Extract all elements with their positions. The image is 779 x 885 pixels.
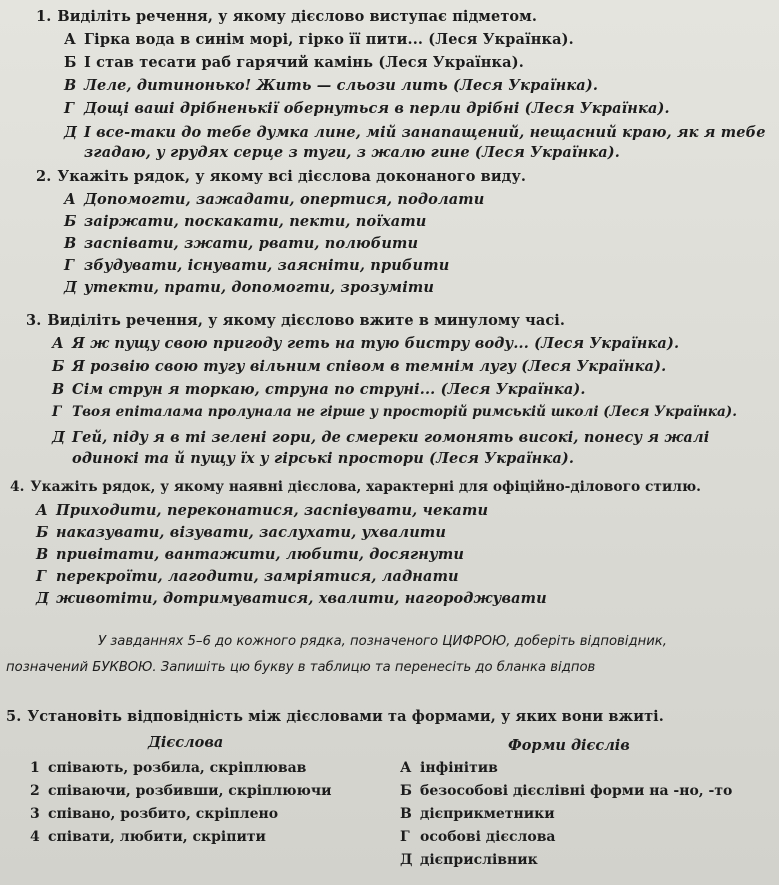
- option-text: Допомогти, зажадати, опертися, подолати: [84, 191, 485, 208]
- option-text: Гірка вода в синім морі, гірко її пити... (Леся Українка).: [84, 31, 574, 48]
- item-number: 2: [30, 783, 40, 799]
- question-1-title: [36, 8, 537, 25]
- q4-option-d[interactable]: [36, 568, 459, 585]
- option-letter: Г: [52, 404, 62, 420]
- q1-option-d[interactable]: [64, 100, 670, 117]
- item-letter: В: [400, 806, 412, 822]
- item-text: інфінітив: [420, 760, 498, 776]
- option-letter: Г: [64, 257, 75, 274]
- option-letter: Г: [64, 100, 75, 117]
- question-text: Укажіть рядок, у якому всі дієслова доконаного виду.: [57, 168, 526, 185]
- option-letter: Д: [52, 429, 66, 446]
- option-letter: Д: [64, 124, 78, 141]
- q4-option-e[interactable]: [36, 590, 547, 607]
- item-number: 3: [30, 806, 40, 822]
- q1-option-e[interactable]: [64, 123, 774, 163]
- q2-option-a[interactable]: [64, 191, 484, 208]
- option-letter: Д: [36, 590, 50, 607]
- option-text: привітати, вантажити, любити, досягнути: [56, 546, 465, 563]
- match-right-item: [400, 760, 498, 776]
- option-text: животіти, дотримуватися, хвалити, нагороджувати: [56, 590, 547, 607]
- match-right-item: [400, 829, 556, 845]
- q3-option-e[interactable]: [52, 427, 772, 469]
- column-header-verbs: Дієслова: [148, 734, 224, 751]
- q3-option-b[interactable]: [52, 358, 666, 375]
- match-right-item: [400, 783, 732, 799]
- option-text: Дощі ваші дрібненькії обернуться в перли дрібні (Леся Українка).: [84, 100, 670, 117]
- option-text: І став тесати раб гарячий камінь (Леся Українка).: [84, 54, 524, 71]
- option-letter: Б: [64, 213, 77, 230]
- question-number: 1.: [36, 8, 52, 25]
- option-letter: Б: [52, 358, 65, 375]
- option-letter: В: [36, 546, 49, 563]
- option-letter: В: [64, 235, 77, 252]
- question-number: 4.: [10, 479, 25, 495]
- item-letter: Б: [400, 783, 412, 799]
- option-letter: В: [52, 381, 65, 398]
- option-text: І все-таки до тебе думка лине, мій занапащений, нещасний краю, як я тебе згадаю, у грудях серце з туги, з жалю гине (Леся Українка).: [84, 124, 766, 161]
- option-text: заспівати, зжати, рвати, полюбити: [84, 235, 419, 252]
- option-text: збудувати, існувати, заясніти, прибити: [84, 257, 450, 274]
- option-letter: Д: [64, 279, 78, 296]
- option-text: утекти, прати, допомогти, зрозуміти: [84, 279, 435, 296]
- question-2-title: [36, 168, 526, 185]
- item-number: 1: [30, 760, 40, 776]
- option-text: Я розвію свою тугу вільним співом в темнім лугу (Леся Українка).: [72, 358, 667, 375]
- item-text: особові дієслова: [420, 829, 556, 845]
- item-text: співають, розбила, скріплював: [48, 760, 307, 776]
- q2-option-b[interactable]: [64, 213, 427, 230]
- option-letter: Г: [36, 568, 47, 585]
- item-text: співано, розбито, скріплено: [48, 806, 279, 822]
- q4-option-b[interactable]: [36, 524, 446, 541]
- question-number: 2.: [36, 168, 52, 185]
- item-number: 4: [30, 829, 40, 845]
- item-text: дієприслівник: [420, 852, 538, 868]
- q2-option-c[interactable]: [64, 235, 418, 252]
- column-header-forms: Форми дієслів: [508, 737, 630, 754]
- option-text: Сім струн я торкаю, струна по струні... (Леся Українка).: [72, 381, 586, 398]
- q4-option-a[interactable]: [36, 502, 488, 519]
- instruction-line-1: У завданнях 5–6 до кожного рядка, позначеного ЦИФРОЮ, доберіть відповідник,: [98, 634, 667, 649]
- option-letter: А: [64, 191, 76, 208]
- option-text: перекроїти, лагодити, замріятися, ладнати: [56, 568, 459, 585]
- option-letter: В: [64, 77, 77, 94]
- question-number: 3.: [26, 312, 42, 329]
- item-letter: Д: [400, 852, 413, 868]
- match-left-item: [30, 783, 332, 799]
- question-text: Установіть відповідність між дієсловами та формами, у яких вони вжиті.: [27, 708, 664, 725]
- option-letter: Б: [64, 54, 77, 71]
- item-text: співаючи, розбивши, скріплюючи: [48, 783, 332, 799]
- question-text: Виділіть речення, у якому дієслово вжите в минулому часі.: [47, 312, 566, 329]
- q1-option-b[interactable]: [64, 54, 524, 71]
- match-left-item: [30, 760, 306, 776]
- option-text: Я ж пущу свою пригоду геть на тую бистру воду... (Леся Українка).: [72, 335, 680, 352]
- match-left-item: [30, 806, 278, 822]
- option-text: наказувати, візувати, заслухати, ухвалити: [56, 524, 447, 541]
- question-text: Укажіть рядок, у якому наявні дієслова, характерні для офіційно-ділового стилю.: [30, 479, 701, 495]
- question-3-title: [26, 312, 565, 329]
- item-text: співати, любити, скріпити: [48, 829, 266, 845]
- item-letter: Г: [400, 829, 410, 845]
- q4-option-c[interactable]: [36, 546, 464, 563]
- option-letter: Б: [36, 524, 49, 541]
- item-text: дієприкметники: [420, 806, 555, 822]
- q3-option-c[interactable]: [52, 381, 586, 398]
- q3-option-d[interactable]: [52, 404, 737, 420]
- option-text: заіржати, поскакати, пекти, поїхати: [84, 213, 427, 230]
- option-text: Гей, піду я в ті зелені гори, де смереки гомонять високі, понесу я жалі одинокі та й пущу їх у гірські простори (Леся Українка).: [72, 429, 710, 467]
- q1-option-c[interactable]: [64, 77, 598, 94]
- option-text: Приходити, переконатися, заспівувати, чекати: [56, 502, 489, 519]
- q3-option-a[interactable]: [52, 335, 679, 352]
- instruction-line-2: позначений БУКВОЮ. Запишіть цю букву в таблицю та перенесіть до бланка відпов: [6, 660, 596, 675]
- option-letter: А: [52, 335, 64, 352]
- question-5-title: [6, 708, 664, 725]
- match-right-item: [400, 806, 555, 822]
- match-right-item: [400, 852, 538, 868]
- question-number: 5.: [6, 708, 22, 725]
- q2-option-e[interactable]: [64, 279, 434, 296]
- item-text: безособові дієслівні форми на -но, -то: [420, 783, 733, 799]
- option-text: Леле, дитинонько! Жить — сльози лить (Леся Українка).: [84, 77, 599, 94]
- q1-option-a[interactable]: [64, 31, 574, 48]
- option-letter: А: [64, 31, 76, 48]
- option-letter: А: [36, 502, 48, 519]
- match-left-item: [30, 829, 266, 845]
- question-4-title: [10, 479, 701, 495]
- q2-option-d[interactable]: [64, 257, 449, 274]
- option-text: Твоя епіталама пролунала не гірше у просторій римській школі (Леся Українка).: [72, 404, 737, 420]
- item-letter: А: [400, 760, 412, 776]
- question-text: Виділіть речення, у якому дієслово виступає підметом.: [57, 8, 538, 25]
